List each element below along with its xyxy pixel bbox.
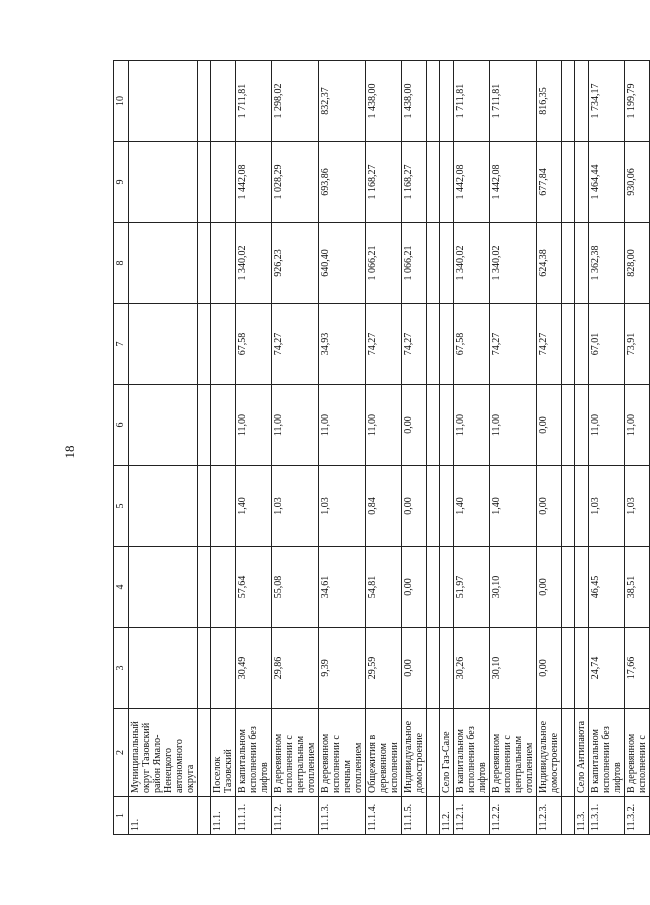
group-row — [129, 61, 198, 835]
table-row — [272, 61, 319, 835]
column-number: 3 — [114, 628, 129, 709]
value-cell — [211, 547, 236, 628]
value-cell: 34,93 — [319, 304, 366, 385]
value-cell — [211, 223, 236, 304]
row-name: В деревянном исполнении с центральным отоплением — [272, 709, 319, 797]
spacer-cell — [427, 223, 440, 304]
spacer-cell — [198, 628, 211, 709]
value-cell — [440, 547, 454, 628]
spacer-cell — [198, 709, 211, 797]
row-name: В деревянном исполнении с печным отоплением — [319, 709, 366, 797]
spacer-cell — [427, 797, 440, 835]
spacer-cell — [427, 385, 440, 466]
value-cell — [575, 304, 589, 385]
value-cell: 1 711,81 — [236, 61, 272, 142]
value-cell: 73,91 — [625, 304, 650, 385]
value-cell: 1 438,00 — [402, 61, 427, 142]
value-cell — [129, 547, 198, 628]
value-cell: 1,03 — [319, 466, 366, 547]
value-cell: 0,00 — [402, 628, 427, 709]
value-cell: 1,03 — [625, 466, 650, 547]
spacer-cell — [427, 628, 440, 709]
row-name: Село Антипаюта — [575, 709, 589, 797]
value-cell — [440, 142, 454, 223]
spacer-cell — [198, 304, 211, 385]
column-number: 7 — [114, 304, 129, 385]
value-cell: 1 711,81 — [490, 61, 537, 142]
column-number: 4 — [114, 547, 129, 628]
value-cell — [129, 223, 198, 304]
value-cell: 1,40 — [236, 466, 272, 547]
value-cell — [575, 142, 589, 223]
value-cell: 1,03 — [589, 466, 625, 547]
value-cell: 1 442,08 — [490, 142, 537, 223]
value-cell: 1 734,17 — [589, 61, 625, 142]
value-cell — [129, 466, 198, 547]
value-cell: 55,08 — [272, 547, 319, 628]
row-name: В деревянном исполнении с центральным отоплением — [490, 709, 537, 797]
row-name: В капитальном исполнении без лифтов — [236, 709, 272, 797]
value-cell — [575, 223, 589, 304]
value-cell: 30,26 — [454, 628, 490, 709]
row-name: Индивидуальное домостроение — [402, 709, 427, 797]
value-cell: 1,40 — [490, 466, 537, 547]
row-index: 11. — [129, 797, 198, 835]
group-row — [440, 61, 454, 835]
row-name: Поселок Тазовский — [211, 709, 236, 797]
value-cell: 38,51 — [625, 547, 650, 628]
value-cell: 17,66 — [625, 628, 650, 709]
group-row — [211, 61, 236, 835]
value-cell: 624,38 — [537, 223, 562, 304]
value-cell: 1 298,02 — [272, 61, 319, 142]
row-index: 11.3.1. — [589, 797, 625, 835]
spacer-cell — [562, 385, 575, 466]
value-cell: 11,00 — [625, 385, 650, 466]
value-cell: 11,00 — [272, 385, 319, 466]
value-cell: 74,27 — [490, 304, 537, 385]
page-number: 18 — [62, 445, 77, 459]
value-cell: 29,86 — [272, 628, 319, 709]
column-number-row — [114, 61, 129, 835]
value-cell: 11,00 — [490, 385, 537, 466]
value-cell: 1 028,29 — [272, 142, 319, 223]
spacer-cell — [427, 304, 440, 385]
value-cell — [575, 61, 589, 142]
spacer-cell — [562, 628, 575, 709]
value-cell — [211, 304, 236, 385]
spacer-cell — [427, 142, 440, 223]
value-cell: 74,27 — [366, 304, 402, 385]
value-cell: 30,10 — [490, 547, 537, 628]
row-index: 11.3.2. — [625, 797, 650, 835]
spacer-cell — [427, 466, 440, 547]
value-cell: 74,27 — [402, 304, 427, 385]
table-row — [454, 61, 490, 835]
row-name: Село Газ-Сале — [440, 709, 454, 797]
value-cell: 1 442,08 — [236, 142, 272, 223]
value-cell: 1 199,79 — [625, 61, 650, 142]
table-body — [129, 61, 650, 835]
spacer-cell — [562, 709, 575, 797]
spacer-cell — [562, 466, 575, 547]
row-index: 11.2.2. — [490, 797, 537, 835]
value-cell: 1 438,00 — [366, 61, 402, 142]
value-cell: 1 066,21 — [402, 223, 427, 304]
value-cell: 0,84 — [366, 466, 402, 547]
column-number: 1 — [114, 797, 129, 835]
spacer-cell — [562, 304, 575, 385]
spacer-cell — [198, 223, 211, 304]
value-cell: 816,35 — [537, 61, 562, 142]
value-cell: 67,01 — [589, 304, 625, 385]
spacer-cell — [427, 547, 440, 628]
spacer-cell — [562, 61, 575, 142]
row-index: 11.1.2. — [272, 797, 319, 835]
value-cell: 0,00 — [402, 466, 427, 547]
spacer-row — [198, 61, 211, 835]
value-cell — [440, 304, 454, 385]
value-cell: 51,97 — [454, 547, 490, 628]
spacer-row — [562, 61, 575, 835]
value-cell: 926,23 — [272, 223, 319, 304]
value-cell — [211, 628, 236, 709]
row-index: 11.2. — [440, 797, 454, 835]
value-cell: 24,74 — [589, 628, 625, 709]
value-cell: 34,61 — [319, 547, 366, 628]
value-cell: 11,00 — [236, 385, 272, 466]
value-cell — [575, 466, 589, 547]
spacer-cell — [562, 142, 575, 223]
table-row — [319, 61, 366, 835]
row-index: 11.1. — [211, 797, 236, 835]
value-cell: 11,00 — [319, 385, 366, 466]
value-cell: 57,64 — [236, 547, 272, 628]
value-cell: 1 340,02 — [454, 223, 490, 304]
spacer-cell — [198, 142, 211, 223]
row-name: Муниципальный округ Тазовский район Ямало-Ненецкого автономного округа — [129, 709, 198, 797]
table-row — [589, 61, 625, 835]
value-cell: 11,00 — [366, 385, 402, 466]
table-row — [366, 61, 402, 835]
value-cell — [129, 304, 198, 385]
value-cell: 46,45 — [589, 547, 625, 628]
column-number: 10 — [114, 61, 129, 142]
table-row — [402, 61, 427, 835]
column-number: 6 — [114, 385, 129, 466]
value-cell: 1 442,08 — [454, 142, 490, 223]
spacer-row — [427, 61, 440, 835]
row-name: Общежития в деревянном исполнении — [366, 709, 402, 797]
spacer-cell — [198, 61, 211, 142]
value-cell: 0,00 — [537, 385, 562, 466]
value-cell — [575, 547, 589, 628]
spacer-cell — [198, 547, 211, 628]
group-row — [575, 61, 589, 835]
row-index: 11.2.1. — [454, 797, 490, 835]
value-cell — [211, 142, 236, 223]
spacer-cell — [562, 797, 575, 835]
column-number: 8 — [114, 223, 129, 304]
value-cell: 1 168,27 — [366, 142, 402, 223]
value-cell — [129, 142, 198, 223]
value-cell — [575, 628, 589, 709]
value-cell: 677,84 — [537, 142, 562, 223]
value-cell: 30,10 — [490, 628, 537, 709]
value-cell: 0,00 — [402, 547, 427, 628]
value-cell: 29,59 — [366, 628, 402, 709]
rotated-table-container — [113, 60, 648, 835]
value-cell — [440, 61, 454, 142]
row-index: 11.2.3. — [537, 797, 562, 835]
value-cell: 1 711,81 — [454, 61, 490, 142]
spacer-cell — [562, 547, 575, 628]
row-name: В капитальном исполнении без лифтов — [454, 709, 490, 797]
value-cell: 1,03 — [272, 466, 319, 547]
value-cell: 1 464,44 — [589, 142, 625, 223]
column-number: 2 — [114, 709, 129, 797]
spacer-cell — [427, 709, 440, 797]
spacer-cell — [198, 466, 211, 547]
value-cell: 0,00 — [537, 628, 562, 709]
value-cell — [440, 466, 454, 547]
value-cell — [440, 628, 454, 709]
value-cell: 828,00 — [625, 223, 650, 304]
value-cell — [129, 385, 198, 466]
value-cell — [129, 628, 198, 709]
table-row — [537, 61, 562, 835]
spacer-cell — [198, 385, 211, 466]
value-cell: 74,27 — [537, 304, 562, 385]
value-cell: 9,39 — [319, 628, 366, 709]
row-index: 11.3. — [575, 797, 589, 835]
value-cell: 11,00 — [589, 385, 625, 466]
row-index: 11.1.3. — [319, 797, 366, 835]
value-cell: 693,86 — [319, 142, 366, 223]
row-index: 11.1.4. — [366, 797, 402, 835]
value-cell: 1 340,02 — [490, 223, 537, 304]
value-cell: 832,37 — [319, 61, 366, 142]
spacer-cell — [562, 223, 575, 304]
value-cell — [211, 385, 236, 466]
value-cell: 1 168,27 — [402, 142, 427, 223]
value-cell: 0,00 — [402, 385, 427, 466]
value-cell — [440, 223, 454, 304]
value-cell: 640,40 — [319, 223, 366, 304]
value-cell — [129, 61, 198, 142]
value-cell: 1 340,02 — [236, 223, 272, 304]
tariff-table — [113, 60, 650, 835]
value-cell: 11,00 — [454, 385, 490, 466]
value-cell — [440, 385, 454, 466]
table-row — [490, 61, 537, 835]
value-cell: 1,40 — [454, 466, 490, 547]
column-number: 5 — [114, 466, 129, 547]
row-name: В капитальном исполнении без лифтов — [589, 709, 625, 797]
row-name: Индивидуальное домостроение — [537, 709, 562, 797]
value-cell: 0,00 — [537, 547, 562, 628]
value-cell: 30,49 — [236, 628, 272, 709]
value-cell — [575, 385, 589, 466]
value-cell: 1 362,38 — [589, 223, 625, 304]
column-number: 9 — [114, 142, 129, 223]
spacer-cell — [198, 797, 211, 835]
value-cell: 74,27 — [272, 304, 319, 385]
value-cell: 54,81 — [366, 547, 402, 628]
value-cell — [211, 466, 236, 547]
value-cell: 0,00 — [537, 466, 562, 547]
table-row — [625, 61, 650, 835]
value-cell: 1 066,21 — [366, 223, 402, 304]
value-cell — [211, 61, 236, 142]
value-cell: 67,58 — [236, 304, 272, 385]
value-cell: 67,58 — [454, 304, 490, 385]
spacer-cell — [427, 61, 440, 142]
table-row — [236, 61, 272, 835]
value-cell: 930,06 — [625, 142, 650, 223]
row-index: 11.1.5. — [402, 797, 427, 835]
row-name: В деревянном исполнении с — [625, 709, 650, 797]
row-index: 11.1.1. — [236, 797, 272, 835]
